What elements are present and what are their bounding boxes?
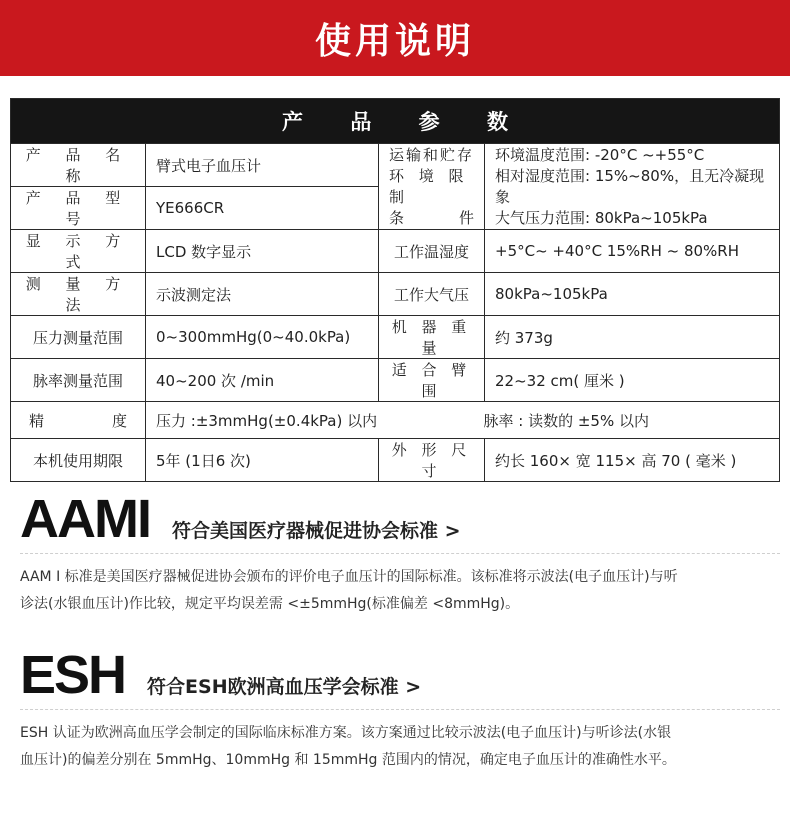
- label-product-model: 产 品 型 号: [11, 187, 146, 230]
- label-working-temp-humidity: 工作温湿度: [379, 230, 485, 273]
- aami-header: [20, 488, 461, 550]
- label-arm-circumference: 适 合 臂 围: [379, 359, 485, 402]
- esh-divider: [20, 709, 780, 710]
- label-working-pressure: 工作大气压: [379, 273, 485, 316]
- value-working-pressure: 80kPa~105kPa: [485, 273, 780, 316]
- label-service-life: 本机使用期限: [11, 439, 146, 482]
- aami-divider: [20, 553, 780, 554]
- value-transport-storage: 环境温度范围: -20°C ~+55°C 相对湿度范围: 15%~80%，且无冷凝现象 大气压力范围: 80kPa~105kPa: [485, 144, 780, 230]
- esh-subtitle: 符合ESH欧洲高血压学会标准 >: [147, 676, 422, 698]
- instructions-banner: [0, 0, 790, 76]
- value-product-name: 臂式电子血压计: [146, 144, 379, 187]
- aami-subtitle: 符合美国医疗器械促进协会标准 >: [171, 520, 461, 542]
- label-product-name: 产 品 名 称: [11, 144, 146, 187]
- value-pulse-range: 40~200 次 /min: [146, 359, 379, 402]
- label-transport-storage: 运输和贮存 环 境 限 制 条 件: [379, 144, 485, 230]
- esh-description: ESH 认证为欧洲高血压学会制定的国际临床标准方案。该方案通过比较示波法(电子血压计)与听诊法(水银 血压计)的偏差分别在 5mmHg、10mmHg 和 15mmHg 范围内的情况，确定电子血压计的准确性水平。: [20, 725, 676, 768]
- value-device-weight: 约 373g: [485, 316, 780, 359]
- value-arm-circumference: 22~32 cm( 厘米 ): [485, 359, 780, 402]
- esh-header: [20, 644, 421, 706]
- label-display-mode: 显 示 方 式: [11, 230, 146, 273]
- value-measurement-method: 示波测定法: [146, 273, 379, 316]
- label-device-weight: 机 器 重 量: [379, 316, 485, 359]
- precision-pulse: 脉率 : 读数的 ±5% 以内: [483, 411, 649, 430]
- aami-logo: AAMI: [20, 489, 150, 549]
- esh-logo: ESH: [20, 645, 126, 705]
- label-measurement-method: 测 量 方 法: [11, 273, 146, 316]
- label-precision: 精 度: [11, 402, 146, 439]
- label-dimensions: 外 形 尺 寸: [379, 439, 485, 482]
- label-pressure-range: 压力测量范围: [11, 316, 146, 359]
- value-display-mode: LCD 数字显示: [146, 230, 379, 273]
- value-dimensions: 约长 160× 宽 115× 高 70 ( 毫米 ): [485, 439, 780, 482]
- product-parameters-table: [10, 98, 780, 482]
- precision-pressure: 压力 :±3mmHg(±0.4kPa) 以内: [156, 411, 378, 430]
- value-product-model: YE666CR: [146, 187, 379, 230]
- value-pressure-range: 0~300mmHg(0~40.0kPa): [146, 316, 379, 359]
- value-precision: [146, 402, 780, 439]
- label-pulse-range: 脉率测量范围: [11, 359, 146, 402]
- table-heading: 产 品 参 数: [11, 99, 780, 144]
- value-working-temp-humidity: +5°C~ +40°C 15%RH ~ 80%RH: [485, 230, 780, 273]
- aami-description: AAM I 标准是美国医疗器械促进协会颁布的评价电子血压计的国际标准。该标准将示波法(电子血压计)与听 诊法(水银血压计)作比较，规定平均误差需 <±5mmHg(标准偏差 <8mmHg)。: [20, 569, 678, 612]
- banner-title: 使用说明: [314, 20, 475, 62]
- value-service-life: 5年 (1日6 次): [146, 439, 379, 482]
